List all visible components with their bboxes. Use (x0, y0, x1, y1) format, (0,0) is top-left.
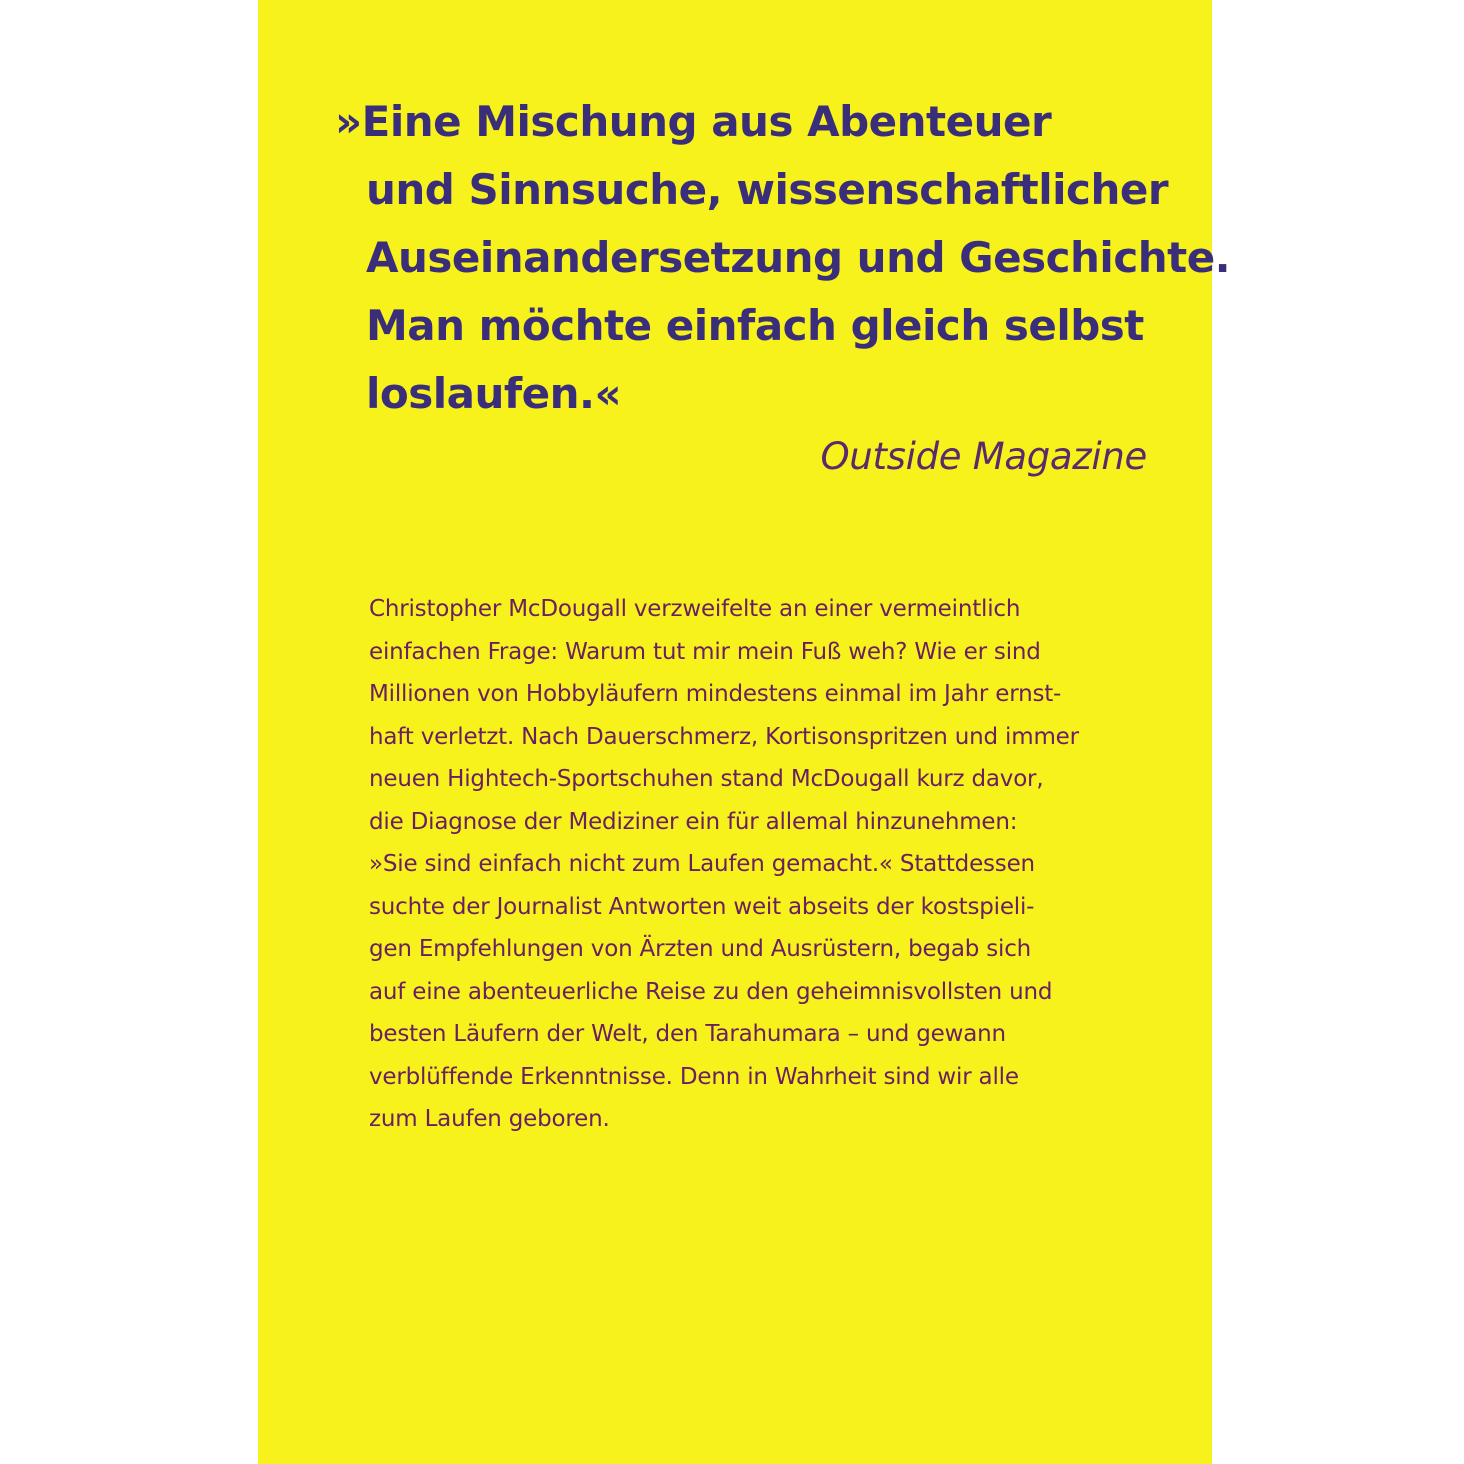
book-blurb (369, 588, 1129, 1141)
blurb-line: »Sie sind einfach nicht zum Laufen gemacht.« Stattdessen (369, 851, 1035, 877)
blurb-line: besten Läufern der Welt, den Tarahumara – und gewann (369, 1021, 1006, 1047)
quote-line: »Eine Mischung aus Abenteuer (335, 97, 1052, 146)
quote-line: Man möchte einfach gleich selbst (366, 301, 1144, 350)
blurb-line: gen Empfehlungen von Ärzten und Ausrüstern, begab sich (369, 936, 1032, 962)
blurb-line: zum Laufen geboren. (369, 1106, 610, 1132)
blurb-line: suchte der Journalist Antworten weit abseits der kostspieli- (369, 893, 1035, 920)
blurb-line: neuen Hightech-Sportschuhen stand McDougall kurz davor, (369, 766, 1044, 792)
quote-line: und Sinnsuche, wissenschaftlicher (366, 165, 1169, 214)
blurb-line: die Diagnose der Mediziner ein für allemal hinzunehmen: (369, 808, 1018, 835)
blurb-line: Millionen von Hobbyläufern mindestens einmal im Jahr ernst- (369, 681, 1062, 707)
review-quote (335, 88, 1231, 428)
blurb-line: einfachen Frage: Warum tut mir mein Fuß weh? Wie er sind (369, 638, 1041, 665)
blurb-line: verblüffende Erkenntnisse. Denn in Wahrheit sind wir alle (369, 1063, 1019, 1090)
quote-line: loslaufen.« (366, 369, 622, 418)
quote-line: Auseinandersetzung und Geschichte. (366, 233, 1231, 282)
quote-attribution: Outside Magazine (820, 435, 1147, 478)
blurb-line: haft verletzt. Nach Dauerschmerz, Kortisonspritzen und immer (369, 723, 1079, 750)
blurb-line: auf eine abenteuerliche Reise zu den geheimnisvollsten und (369, 978, 1053, 1005)
blurb-line: Christopher McDougall verzweifelte an einer vermeintlich (369, 596, 1021, 622)
